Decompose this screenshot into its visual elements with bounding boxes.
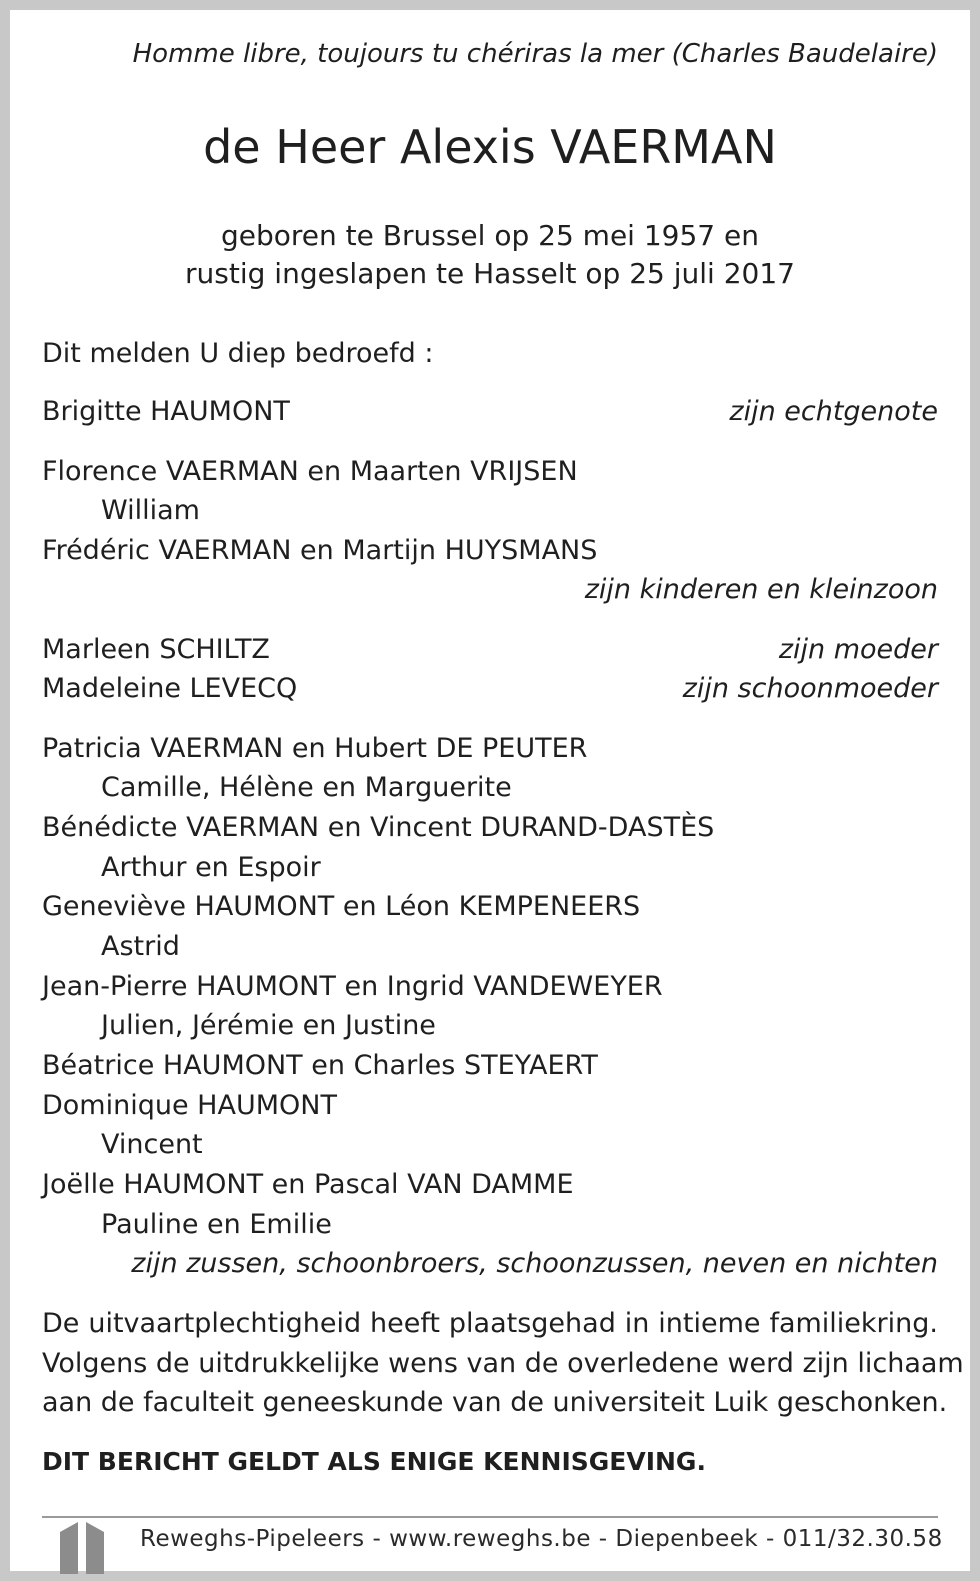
relation-label: zijn echtgenote — [729, 396, 938, 427]
niece-nephew-names: Arthur en Espoir — [101, 852, 321, 883]
intro-line: Dit melden U diep bedroefd : — [42, 338, 434, 369]
family-name: Geneviève HAUMONT en Léon KEMPENEERS — [42, 891, 641, 922]
death-line: rustig ingeslapen te Hasselt op 25 juli 2017 — [185, 257, 795, 290]
funeral-home-logo-icon — [56, 1518, 108, 1574]
grandchild-name: William — [101, 495, 200, 526]
niece-nephew-names: Camille, Hélène en Marguerite — [101, 772, 512, 803]
footer-divider — [42, 1516, 938, 1518]
relation-label: zijn moeder — [778, 634, 938, 665]
epigraph-quote: Homme libre, toujours tu chériras la mer (Charles Baudelaire) — [132, 39, 938, 69]
family-name: Dominique HAUMONT — [42, 1090, 337, 1121]
ceremony-paragraph-line: De uitvaartplechtigheid heeft plaatsgehad in intieme familiekring. — [42, 1308, 938, 1339]
niece-nephew-names: Astrid — [101, 931, 180, 962]
family-name: Bénédicte VAERMAN en Vincent DURAND-DASTÈS — [42, 812, 715, 843]
notice-statement: DIT BERICHT GELDT ALS ENIGE KENNISGEVING. — [42, 1447, 706, 1476]
family-name: Béatrice HAUMONT en Charles STEYAERT — [42, 1050, 598, 1081]
family-name: Patricia VAERMAN en Hubert DE PEUTER — [42, 733, 588, 764]
ceremony-paragraph-line: aan de faculteit geneeskunde van de universiteit Luik geschonken. — [42, 1387, 948, 1418]
family-name: Florence VAERMAN en Maarten VRIJSEN — [42, 456, 578, 487]
family-name: Marleen SCHILTZ — [42, 634, 270, 665]
ceremony-paragraph-line: Volgens de uitdrukkelijke wens van de overledene werd zijn lichaam — [42, 1348, 964, 1379]
family-name: Madeleine LEVECQ — [42, 673, 298, 704]
family-name: Jean-Pierre HAUMONT en Ingrid VANDEWEYER — [42, 971, 663, 1002]
niece-nephew-names: Pauline en Emilie — [101, 1209, 332, 1240]
deceased-name: de Heer Alexis VAERMAN — [203, 120, 777, 174]
family-name: Joëlle HAUMONT en Pascal VAN DAMME — [42, 1169, 574, 1200]
niece-nephew-names: Julien, Jérémie en Justine — [101, 1010, 436, 1041]
niece-nephew-names: Vincent — [101, 1129, 203, 1160]
family-name: Frédéric VAERMAN en Martijn HUYSMANS — [42, 535, 598, 566]
birth-line: geboren te Brussel op 25 mei 1957 en — [221, 219, 759, 252]
family-name: Brigitte HAUMONT — [42, 396, 290, 427]
funeral-home-footer: Reweghs-Pipeleers - www.reweghs.be - Diepenbeek - 011/32.30.58 — [140, 1526, 943, 1552]
relation-label: zijn schoonmoeder — [682, 673, 938, 704]
relation-label: zijn kinderen en kleinzoon — [584, 574, 938, 605]
relation-label: zijn zussen, schoonbroers, schoonzussen, neven en nichten — [131, 1248, 938, 1279]
